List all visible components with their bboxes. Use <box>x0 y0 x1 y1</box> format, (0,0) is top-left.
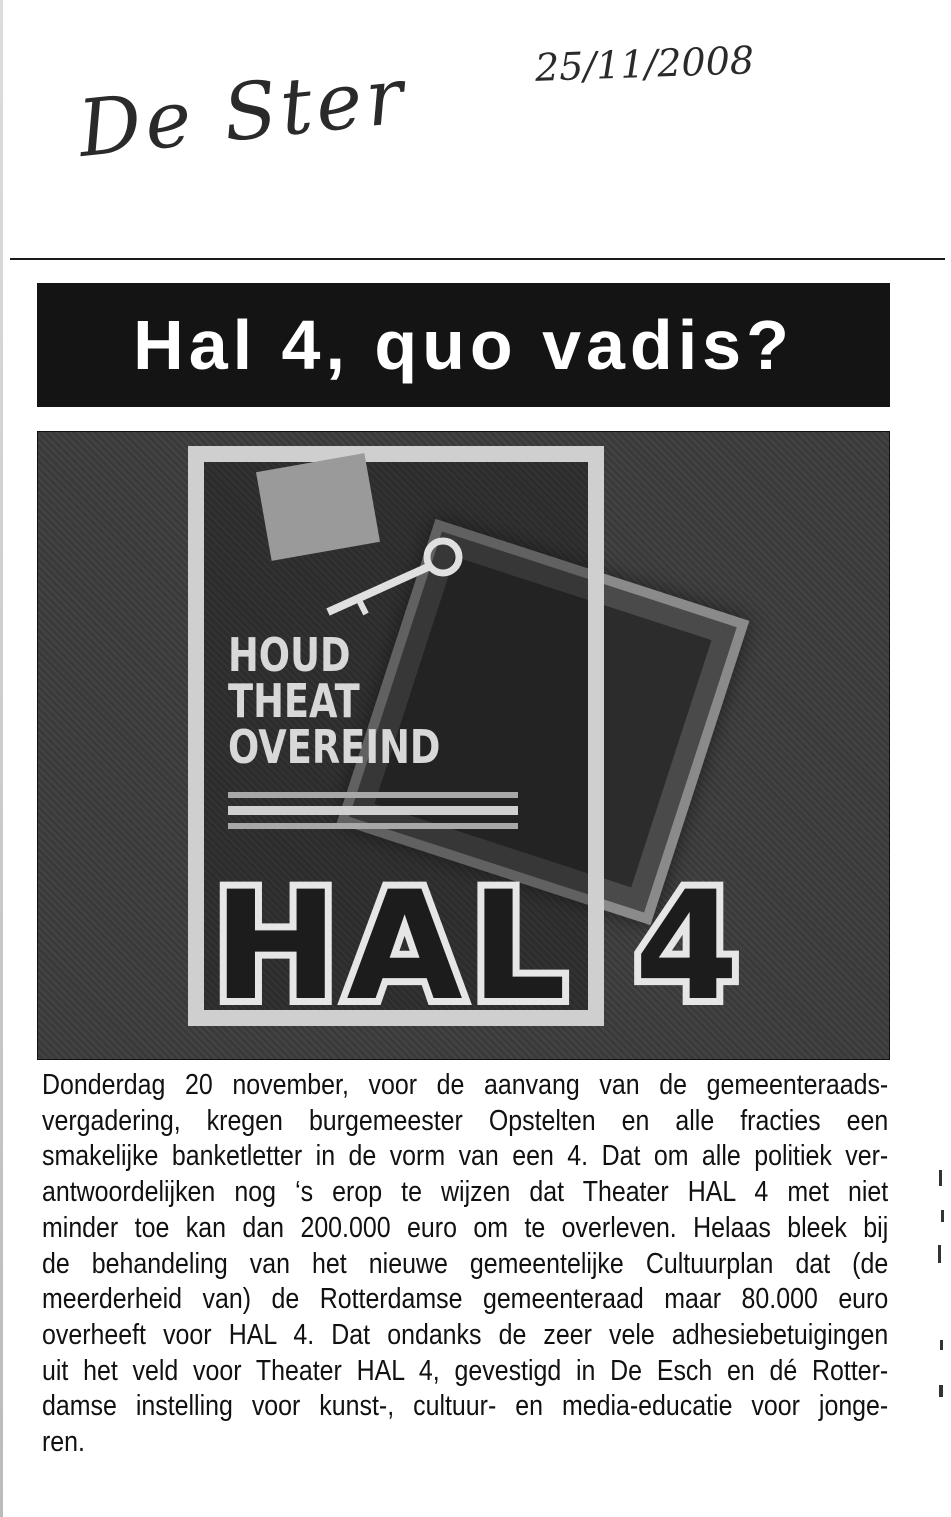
adjacent-column-fragment <box>935 1150 947 1410</box>
article-line: Donderdag 20 november, voor de aanvang van de gemeenteraads- <box>42 1069 889 1101</box>
article-line: uit het veld voor Theater HAL 4, gevestigd in De Esch en dé Rotter- <box>42 1354 889 1387</box>
headline-bar <box>37 283 890 407</box>
hal4-logo: HAL 4 <box>213 860 747 1034</box>
article-line: vergadering, kregen burgemeester Opstelten en alle fracties een <box>42 1104 889 1137</box>
article-line: ren. <box>42 1426 85 1459</box>
article-line: minder toe kan dan 200.000 euro om te overleven. Helaas bleek bij <box>42 1211 889 1244</box>
poster-slogan <box>228 628 441 774</box>
slogan-line: HOUD <box>228 628 351 682</box>
scan-edge <box>0 0 3 1517</box>
article-line: smakelijke banketletter in de vorm van een 4. Dat om alle politiek ver- <box>42 1140 889 1173</box>
poster-small-print <box>228 792 518 837</box>
headline: Hal 4, quo vadis? <box>133 306 794 384</box>
handwritten-masthead: De Ster <box>74 51 412 175</box>
key-icon <box>318 532 468 622</box>
article-line: de behandeling van het nieuwe gemeentelijke Cultuurplan dat (de <box>42 1247 889 1280</box>
top-rule <box>10 258 945 260</box>
handwritten-date: 25/11/2008 <box>534 38 755 90</box>
article-body <box>42 1068 888 1461</box>
article-line: meerderheid van) de Rotterdamse gemeenteraad maar 80.000 euro <box>42 1283 889 1316</box>
slogan-line: THEAT <box>228 674 360 728</box>
article-line: antwoordelijken nog ‘s erop te wijzen dat Theater HAL 4 met niet <box>42 1176 889 1209</box>
article-line: damse instelling voor kunst-, cultuur- en media-educatie voor jonge- <box>42 1390 889 1423</box>
article-photo <box>37 431 890 1060</box>
article-line: overheeft voor HAL 4. Dat ondanks de zeer vele adhesiebetuigingen <box>42 1318 889 1351</box>
slogan-line: OVEREIND <box>228 720 441 774</box>
